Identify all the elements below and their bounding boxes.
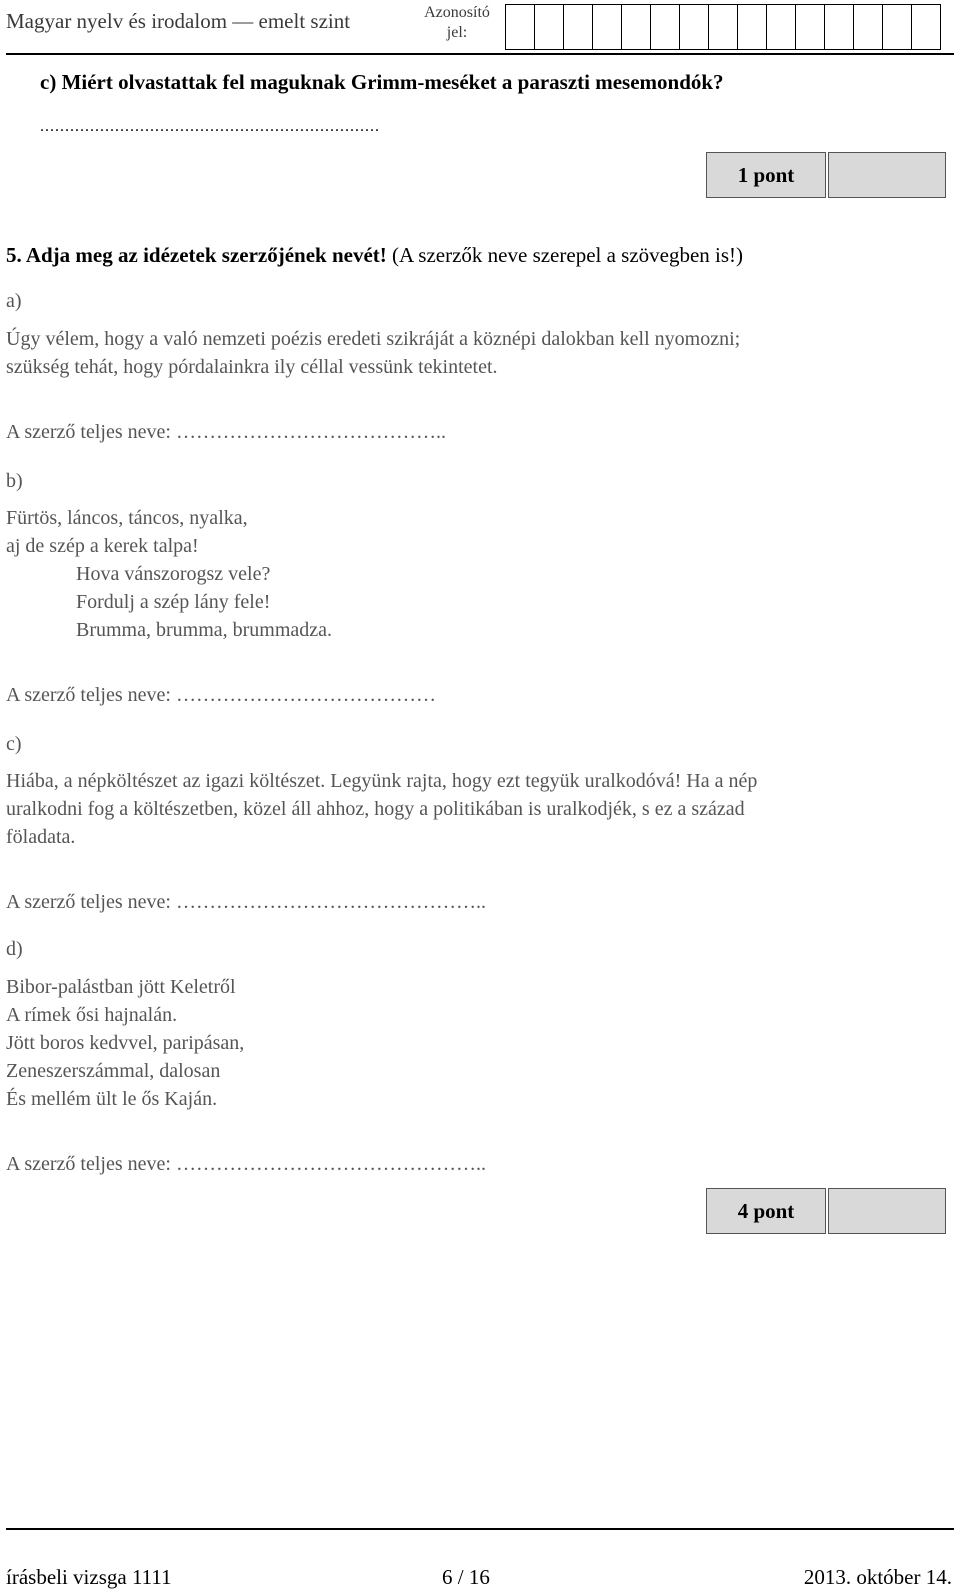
q5c-author bbox=[6, 891, 486, 914]
q5-title-bold: 5. Adja meg az idézetek szerzőjének nevét! bbox=[6, 243, 387, 267]
q5b-line-4: Fordulj a szép lány fele! bbox=[76, 591, 271, 613]
id-digit-box[interactable] bbox=[737, 4, 767, 50]
footer-page-number: 6 / 16 bbox=[442, 1565, 490, 1589]
q5d-label: d) bbox=[6, 938, 23, 960]
id-boxes[interactable] bbox=[506, 4, 941, 50]
q5c-line-3: föladata. bbox=[6, 826, 76, 848]
footer-exam: írásbeli vizsga 1111 bbox=[6, 1565, 172, 1589]
q5a-line-2: szükség tehát, hogy pórdalainkra ily céllal vessünk tekintetet. bbox=[6, 356, 498, 378]
q4c-answer-line[interactable]: .................................................................... bbox=[40, 118, 380, 135]
q5b-label: b) bbox=[6, 470, 23, 492]
id-digit-box[interactable] bbox=[505, 4, 535, 50]
q5b-line-5: Brumma, brumma, brummadza. bbox=[76, 619, 333, 641]
q5d-line-5: És mellém ült le ős Kaján. bbox=[6, 1088, 218, 1110]
id-digit-box[interactable] bbox=[534, 4, 564, 50]
id-label: Azonosító jel: bbox=[424, 4, 490, 41]
id-digit-box[interactable] bbox=[563, 4, 593, 50]
author-prompt: A szerző teljes neve: bbox=[6, 421, 171, 443]
q5a-label: a) bbox=[6, 290, 22, 312]
q5c-label: c) bbox=[6, 733, 22, 755]
id-digit-box[interactable] bbox=[679, 4, 709, 50]
id-digit-box[interactable] bbox=[824, 4, 854, 50]
footer-rule bbox=[6, 1528, 954, 1530]
q5b-author bbox=[6, 684, 436, 707]
id-digit-box[interactable] bbox=[853, 4, 883, 50]
author-prompt: A szerző teljes neve: bbox=[6, 684, 171, 706]
id-digit-box[interactable] bbox=[708, 4, 738, 50]
id-digit-box[interactable] bbox=[766, 4, 796, 50]
score-box-1 bbox=[706, 152, 946, 198]
q5d-line-4: Zeneszerszámmal, dalosan bbox=[6, 1060, 221, 1082]
q5d-author bbox=[6, 1153, 486, 1176]
header-rule bbox=[6, 53, 954, 55]
q5d-line-1: Bibor-palástban jött Keletről bbox=[6, 976, 236, 998]
author-answer-b[interactable]: ………………………………… bbox=[175, 684, 436, 706]
score-box-4 bbox=[706, 1188, 946, 1234]
id-digit-box[interactable] bbox=[650, 4, 680, 50]
id-digit-box[interactable] bbox=[795, 4, 825, 50]
q5b-line-3: Hova vánszorogsz vele? bbox=[76, 563, 271, 585]
score-blank[interactable] bbox=[828, 152, 946, 198]
q5b-line-1: Fürtös, láncos, táncos, nyalka, bbox=[6, 507, 248, 529]
q5-title bbox=[6, 243, 743, 268]
author-answer-a[interactable]: ………………………………….. bbox=[175, 421, 446, 443]
footer-date: 2013. október 14. bbox=[803, 1565, 952, 1589]
q5a-author bbox=[6, 421, 446, 444]
header-title: Magyar nyelv és irodalom — emelt szint bbox=[6, 9, 351, 33]
q5d-line-3: Jött boros kedvvel, paripásan, bbox=[6, 1032, 245, 1054]
author-answer-c[interactable]: ……………………………………….. bbox=[175, 891, 486, 913]
id-digit-box[interactable] bbox=[911, 4, 941, 50]
id-digit-box[interactable] bbox=[882, 4, 912, 50]
author-answer-d[interactable]: ……………………………………….. bbox=[175, 1153, 486, 1175]
q5a-line-1: Úgy vélem, hogy a való nemzeti poézis eredeti szikráját a köznépi dalokban kell nyomozni; bbox=[6, 328, 741, 350]
q5c-line-2: uralkodni fog a költészetben, közel áll ahhoz, hogy a politikában is uralkodjék, s ez a század bbox=[6, 798, 745, 820]
q5-title-note: (A szerzők neve szerepel a szövegben is!) bbox=[386, 243, 744, 267]
score-blank[interactable] bbox=[828, 1188, 946, 1234]
author-prompt: A szerző teljes neve: bbox=[6, 1153, 171, 1175]
q5b-line-2: aj de szép a kerek talpa! bbox=[6, 535, 199, 557]
score-label: 4 pont bbox=[706, 1188, 826, 1234]
score-label: 1 pont bbox=[706, 152, 826, 198]
id-digit-box[interactable] bbox=[621, 4, 651, 50]
q5c-line-1: Hiába, a népköltészet az igazi költészet. Legyünk rajta, hogy ezt tegyük uralkodóvá! Ha a nép bbox=[6, 770, 758, 792]
q5d-line-2: A rímek ősi hajnalán. bbox=[6, 1004, 178, 1026]
q4c-question: c) Miért olvastattak fel maguknak Grimm-meséket a paraszti mesemondók? bbox=[40, 70, 724, 94]
author-prompt: A szerző teljes neve: bbox=[6, 891, 171, 913]
id-digit-box[interactable] bbox=[592, 4, 622, 50]
